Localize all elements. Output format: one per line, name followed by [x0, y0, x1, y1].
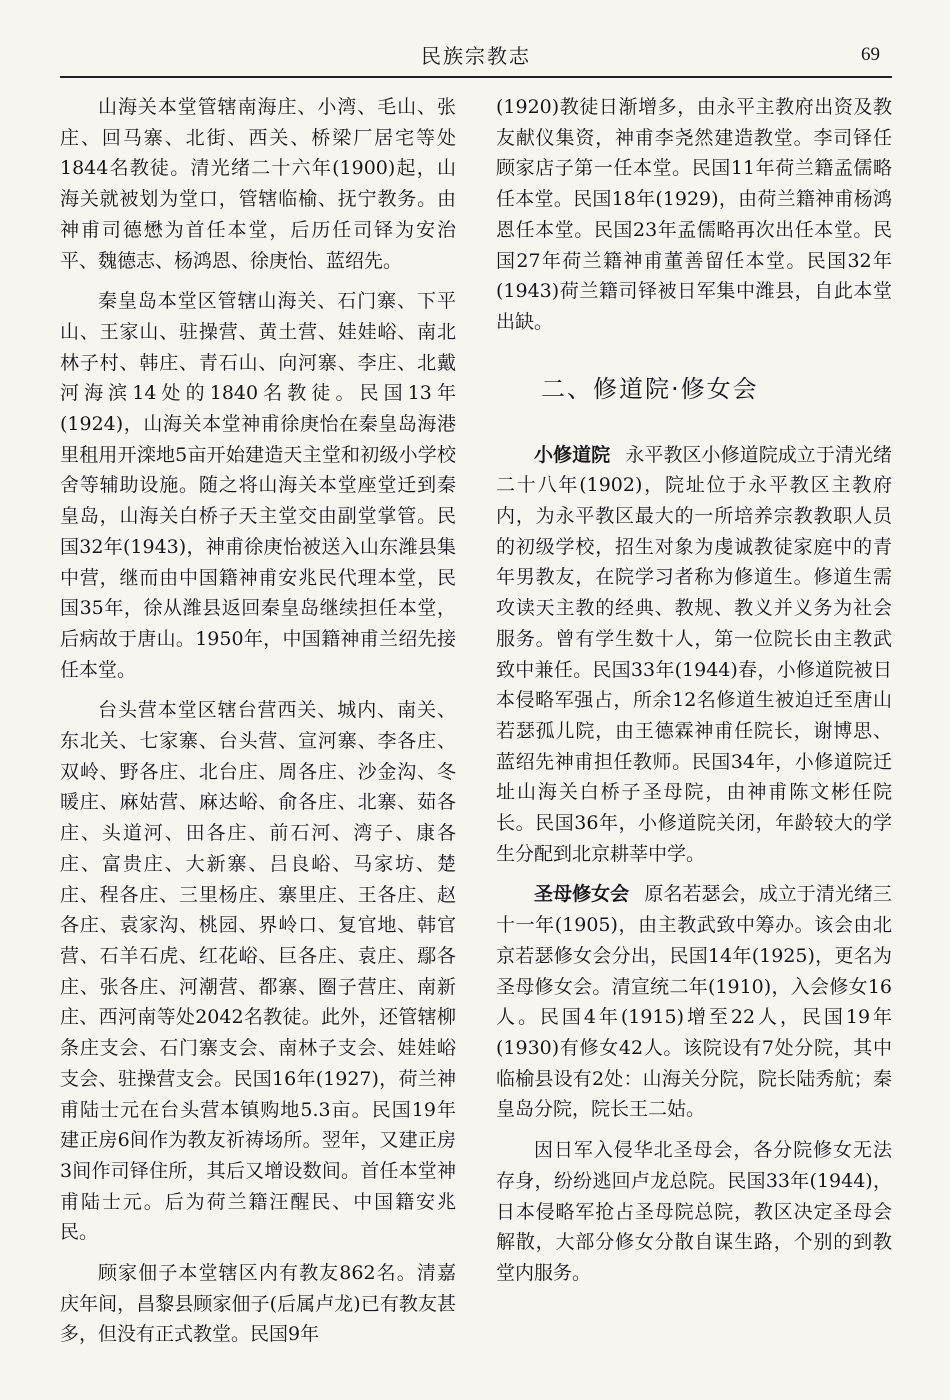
page-number: 69 — [861, 44, 880, 65]
header-rule — [60, 76, 892, 78]
left-column — [60, 92, 456, 1360]
paragraph-marian-sisters — [496, 879, 892, 1125]
marian-sisters-text: 原名若瑟会，成立于清光绪三十一年(1905)，由主教武致中筹办。该会由北京若瑟修女会分出，民国14年(1925)，更名为圣母修女会。清宣统二年(1910)，入会修女16人。民国4年(1915)增至22人，民国19年(1930)有修女42人。该院设有7处分院，其中临榆县设有2处：山海关分院，院长陆秀航；秦皇岛分院，院长王二姑。 — [496, 883, 892, 1121]
running-title: 民族宗教志 — [421, 44, 531, 68]
paragraph-qinhuangdao-parish: 秦皇岛本堂区管辖山海关、石门寨、下平山、王家山、驻操营、黄土营、娃娃峪、南北林子村、韩庄、青石山、向河寨、李庄、北戴河海滨14处的1840名教徒。民国13年(1924)，山海关本堂神甫徐庚怡在秦皇岛海港里租用开滦地5亩开始建造天主堂和初级小学校舍等辅助设施。随之将山海关本堂座堂迁到秦皇岛，山海关白桥子天主堂交由副堂掌管。民国32年(1943)，神甫徐庚怡被送入山东潍县集中营，继而由中国籍神甫安兆民代理本堂，民国35年，徐从潍县返回秦皇岛继续担任本堂，后病故于唐山。1950年，中国籍神甫兰绍先接任本堂。 — [60, 290, 456, 681]
section-heading: 二、修道院·修女会 — [541, 374, 759, 403]
paragraph-continuation: (1920)教徒日渐增多，由永平主教府出资及教友献仪集资，神甫李尧然建造教堂。李司铎任顾家店子第一任本堂。民国11年荷兰籍孟儒略任本堂。民国18年(1929)，由荷兰籍神甫杨鸿恩任本堂。民国23年孟儒略再次出任本堂。民国27年荷兰籍神甫董善留任本堂。民国32年(1943)荷兰籍司铎被日军集中潍县，自此本堂出缺。 — [496, 96, 892, 333]
term-minor-seminary: 小修道院 — [534, 443, 611, 466]
paragraph-minor-seminary — [496, 440, 892, 870]
paragraph-dissolution: 因日军入侵华北圣母会，各分院修女无法存身，纷纷逃回卢龙总院。民国33年(1944)，日本侵略军抢占圣母院总院，教区决定圣母会解散，大部分修女分散自谋生路，个别的到教堂内服务。 — [496, 1139, 892, 1284]
paragraph-taitouying-parish: 台头营本堂区辖台营西关、城内、南关、东北关、七家寨、台头营、宣河寨、李各庄、双岭、野各庄、北台庄、周各庄、沙金沟、冬暖庄、麻姑营、麻达峪、俞各庄、北寨、茹各庄、头道河、田各庄、前石河、湾子、康各庄、富贵庄、大新寨、吕良峪、马家坊、楚庄、程各庄、三里杨庄、寨里庄、王各庄、赵各庄、袁家沟、桃园、界岭口、复官地、韩官营、石羊石虎、红花峪、巨各庄、袁庄、鄢各庄、张各庄、河潮营、都寨、圈子营庄、南新庄、西河南等处2042名教徒。此外，还管辖柳条庄支会、石门寨支会、南林子支会、娃娃峪支会、驻操营支会。民国16年(1927)，荷兰神甫陆士元在台头营本镇购地5.3亩。民国19年建正房6间作为教友祈祷场所。翌年，又建正房3间作司铎住所，其后又增设数间。首任本堂神甫陆士元。后为荷兰籍汪醒民、中国籍安兆民。 — [60, 699, 456, 1244]
term-marian-sisters: 圣母修女会 — [534, 883, 630, 906]
right-column — [496, 92, 892, 1299]
page-header — [60, 36, 892, 78]
minor-seminary-text: 永平教区小修道院成立于清光绪二十八年(1902)，院址位于永平教区主教府内，为永平教区最大的一所培养宗教教职人员的初级学校，招生对象为虔诚教徒家庭中的青年男教友，在院学习者称为修道生。修道生需攻读天主教的经典、教规、教义并义务为社会服务。曾有学生数十人，第一位院长由主教武致中兼任。民国33年(1944)春，小修道院被日本侵略军强占，所余12名修道生被迫迁至唐山若瑟孤儿院，由王德霖神甫任院长，谢博思、蓝绍先神甫担任教师。民国34年，小修道院迁址山海关白桥子圣母院，由神甫陈文彬任院长。民国36年，小修道院关闭，年龄较大的学生分配到北京耕莘中学。 — [496, 443, 892, 865]
paragraph-shanhaiguan-parish: 山海关本堂管辖南海庄、小湾、毛山、张庄、回马寨、北街、西关、桥梁厂居宅等处1844名教徒。清光绪二十六年(1900)起，山海关就被划为堂口，管辖临榆、抚宁教务。由神甫司德懋为首任本堂，后历任司铎为安治平、魏德志、杨鸿恩、徐庚怡、蓝绍先。 — [60, 96, 456, 272]
paragraph-gujiadianzi-parish: 顾家佃子本堂辖区内有教友862名。清嘉庆年间，昌黎县顾家佃子(后属卢龙)已有教友甚多，但没有正式教堂。民国9年 — [60, 1262, 456, 1346]
